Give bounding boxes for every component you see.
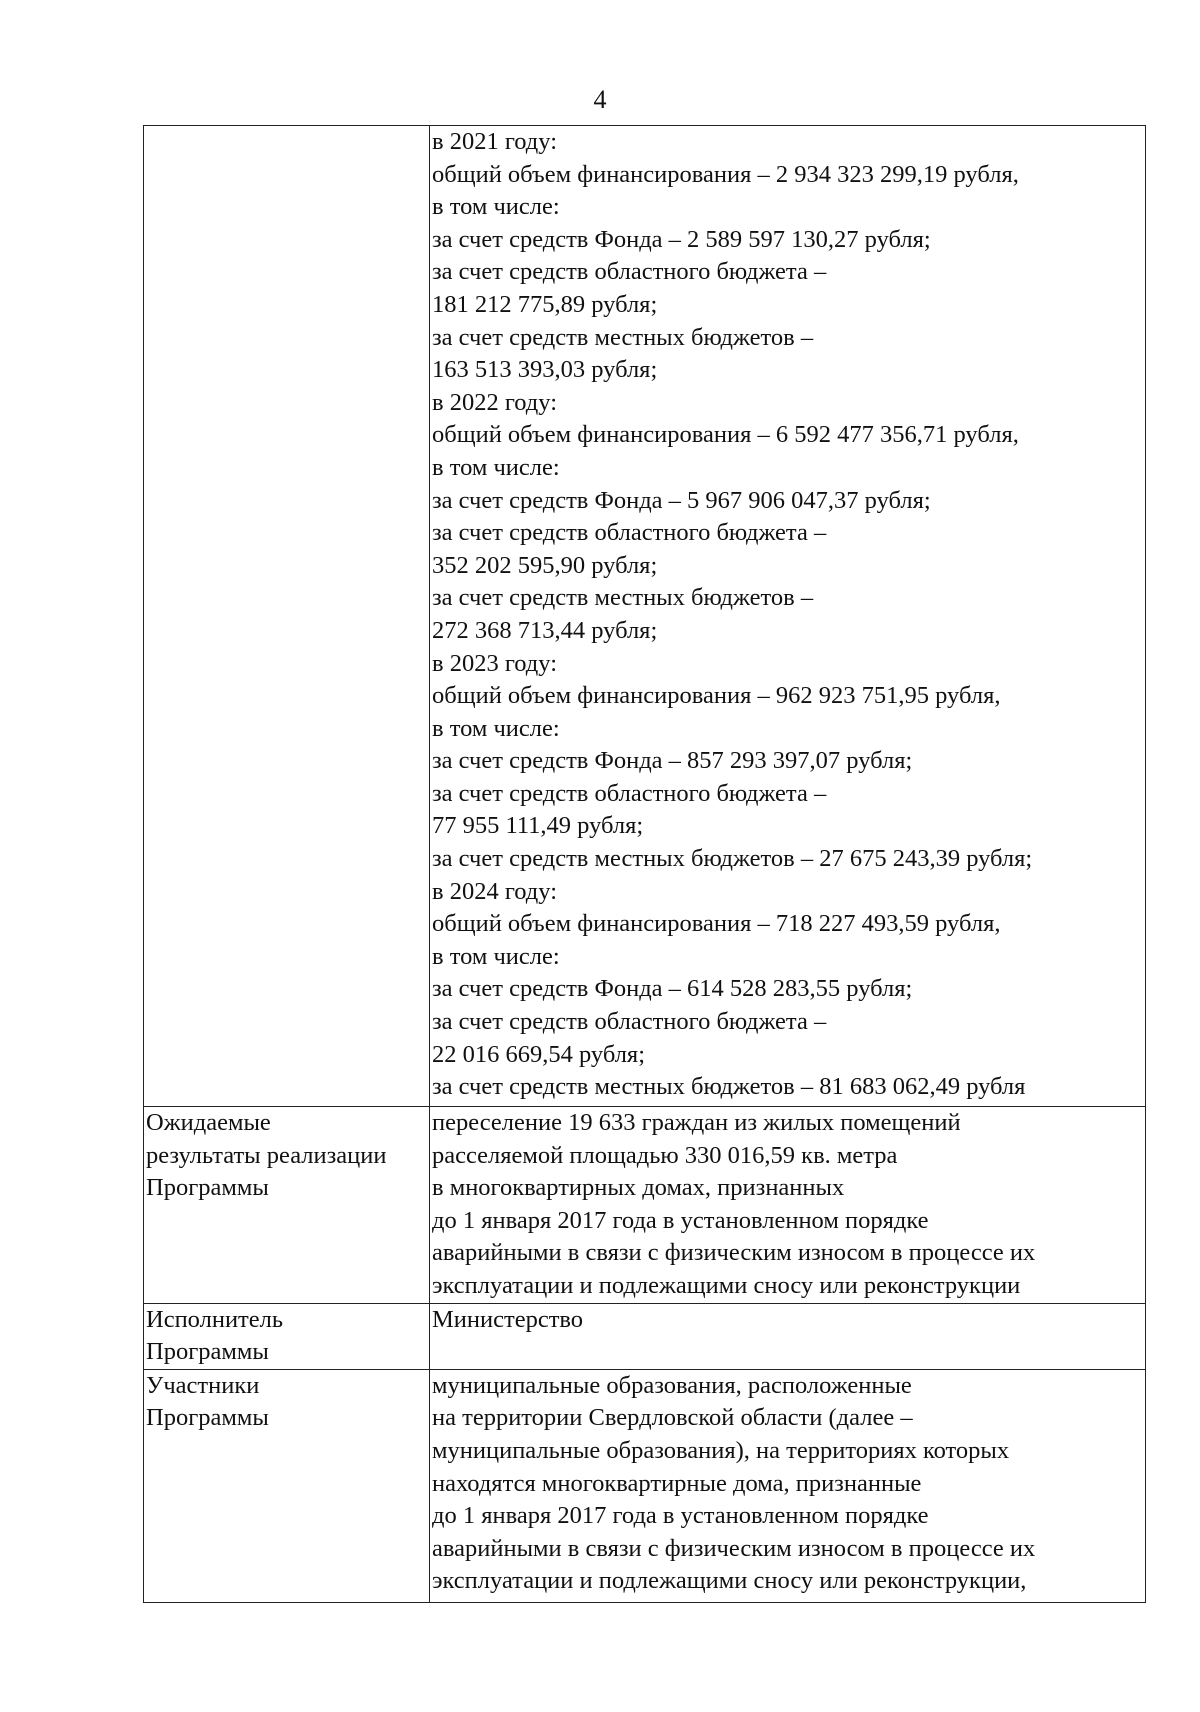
text-line: в 2021 году: xyxy=(432,128,558,155)
text-line: общий объем финансирования – 2 934 323 299,19 рубля, xyxy=(432,160,1019,188)
text-line: в том числе: xyxy=(432,942,560,970)
table-row-funding xyxy=(144,126,1146,1107)
text-line: общий объем финансирования – 962 923 751,95 рубля, xyxy=(432,682,1001,710)
text-line: аварийными в связи с физическим износом в процессе их xyxy=(432,1239,1036,1267)
text-line: находятся многоквартирные дома, признанные xyxy=(432,1469,922,1497)
text-line: за счет средств Фонда – 614 528 283,55 рубля; xyxy=(432,975,913,1003)
text-line: в многоквартирных домах, признанных xyxy=(432,1174,845,1202)
page-number: 4 xyxy=(593,85,607,114)
label-cell-participants xyxy=(144,1369,430,1602)
text-line: общий объем финансирования – 6 592 477 356,71 рубля, xyxy=(432,421,1019,449)
text-line: за счет средств областного бюджета – xyxy=(432,1008,827,1036)
text-line: 352 202 595,90 рубля; xyxy=(432,551,658,579)
text-line: до 1 января 2017 года в установленном порядке xyxy=(432,1502,929,1530)
value-cell-participants xyxy=(430,1369,1146,1602)
text-line: в том числе: xyxy=(432,193,560,221)
label-line: Программы xyxy=(146,1404,269,1432)
text-line: в том числе: xyxy=(432,453,560,481)
text-line: эксплуатации и подлежащими сносу или реконструкции xyxy=(432,1271,1021,1299)
value-cell-executor xyxy=(430,1303,1146,1369)
label-line: Ожидаемые xyxy=(146,1109,271,1136)
label-line: Программы xyxy=(146,1174,269,1202)
label-line: Участники xyxy=(146,1371,260,1399)
text-line: за счет средств местных бюджетов – xyxy=(432,323,814,351)
text-line: 22 016 669,54 рубля; xyxy=(432,1040,646,1068)
text-line: 163 513 393,03 рубля; xyxy=(432,356,658,384)
text-line: за счет средств областного бюджета – xyxy=(432,519,827,547)
text-line: за счет средств Фонда – 2 589 597 130,27 рубля; xyxy=(432,225,931,253)
text-line: расселяемой площадью 330 016,59 кв. метра xyxy=(432,1141,898,1169)
text-line: за счет средств местных бюджетов – 81 683 062,49 рубля xyxy=(432,1073,1026,1101)
label-line: Программы xyxy=(146,1338,269,1366)
text-line: общий объем финансирования – 718 227 493,59 рубля, xyxy=(432,910,1001,938)
text-line: в 2022 году: xyxy=(432,388,558,416)
label-line: результаты реализации xyxy=(146,1141,387,1169)
text-line: за счет средств областного бюджета – xyxy=(432,258,827,286)
label-cell-funding xyxy=(144,126,430,1107)
text-line: 272 368 713,44 рубля; xyxy=(432,616,658,644)
text-line: 77 955 111,49 рубля; xyxy=(432,812,644,840)
value-cell-expected-results xyxy=(430,1107,1146,1304)
text-line: за счет средств местных бюджетов – 27 675 243,39 рубля; xyxy=(432,845,1033,873)
text-line: за счет средств Фонда – 857 293 397,07 рубля; xyxy=(432,747,913,775)
table-row-participants xyxy=(144,1369,1146,1602)
label-line: Исполнитель xyxy=(146,1305,284,1333)
text-line: 181 212 775,89 рубля; xyxy=(432,290,658,318)
table-row-executor xyxy=(144,1303,1146,1369)
text-line: за счет средств Фонда – 5 967 906 047,37 рубля; xyxy=(432,486,931,514)
label-cell-executor xyxy=(144,1303,430,1369)
text-line: за счет средств местных бюджетов – xyxy=(432,584,814,612)
text-line: на территории Свердловской области (далее – xyxy=(432,1404,913,1432)
label-cell-expected-results xyxy=(144,1107,430,1304)
text-line: в 2024 году: xyxy=(432,877,558,905)
text-line: аварийными в связи с физическим износом в процессе их xyxy=(432,1534,1036,1562)
text-line: до 1 января 2017 года в установленном порядке xyxy=(432,1206,929,1234)
text-line: муниципальные образования, расположенные xyxy=(432,1371,912,1399)
value-cell-funding xyxy=(430,126,1146,1107)
text-line: в 2023 году: xyxy=(432,649,558,677)
text-line: Министерство xyxy=(432,1305,584,1333)
program-passport-table xyxy=(143,125,1146,1603)
text-line: эксплуатации и подлежащими сносу или реконструкции, xyxy=(432,1567,1027,1595)
text-line: в том числе: xyxy=(432,714,560,742)
text-line: за счет средств областного бюджета – xyxy=(432,779,827,807)
table-row-expected-results xyxy=(144,1107,1146,1304)
text-line: муниципальные образования), на территориях которых xyxy=(432,1436,1010,1464)
text-line: переселение 19 633 граждан из жилых помещений xyxy=(432,1109,961,1136)
